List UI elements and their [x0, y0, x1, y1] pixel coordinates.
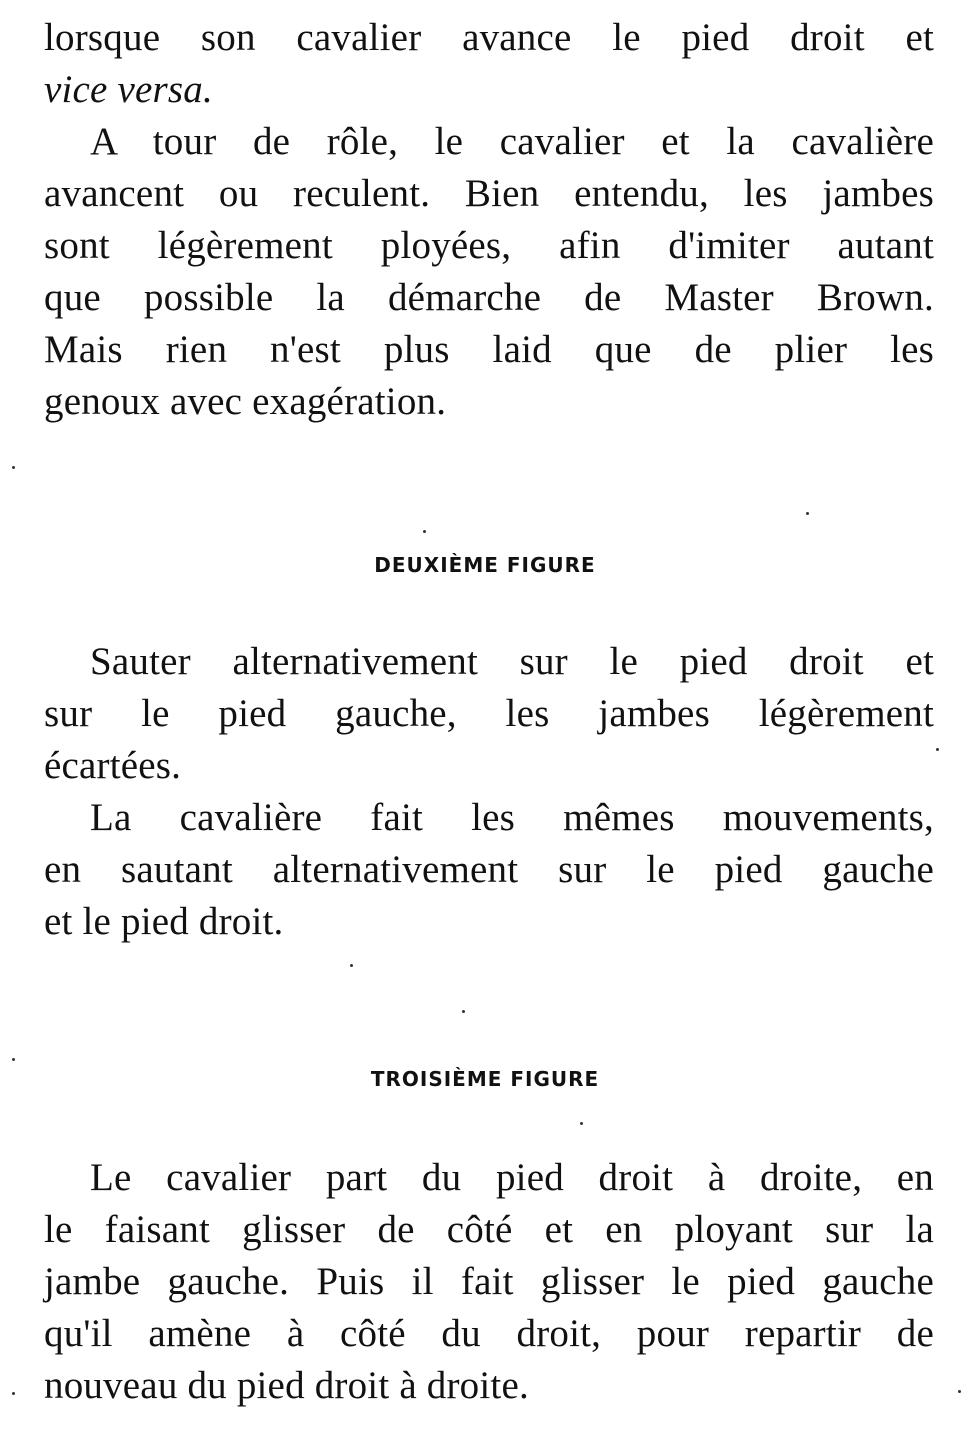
text-line: écartées. [44, 744, 182, 787]
scan-speck [462, 1010, 465, 1013]
scan-speck [580, 1122, 583, 1125]
scan-speck [806, 512, 809, 515]
scan-speck [958, 1390, 961, 1393]
text-line: La cavalière fait les mêmes mouvements, [90, 796, 934, 839]
text-line: sont légèrement ployées, afin d'imiter autant [44, 224, 934, 267]
text-line: genoux avec exagération. [44, 380, 447, 423]
scan-speck [12, 1392, 15, 1395]
section-heading: DEUXIÈME FIGURE [374, 553, 596, 577]
text-line: Mais rien n'est plus laid que de plier les [44, 328, 934, 371]
text-line: en sautant alternativement sur le pied gauche [44, 848, 934, 891]
text-line: lorsque son cavalier avance le pied droit et [44, 16, 934, 59]
text-line: Le cavalier part du pied droit à droite, en [90, 1156, 934, 1199]
text-line: le faisant glisser de côté et en ployant sur la [44, 1208, 934, 1251]
text-line: et le pied droit. [44, 900, 284, 943]
text-line: vice versa. [44, 68, 213, 111]
text-line: que possible la démarche de Master Brown. [44, 276, 934, 319]
section-heading: TROISIÈME FIGURE [370, 1067, 600, 1091]
scan-speck [12, 466, 15, 469]
scan-speck [936, 748, 939, 751]
scan-speck [423, 530, 426, 533]
text-line: nouveau du pied droit à droite. [44, 1364, 529, 1407]
text-line: jambe gauche. Puis il fait glisser le pied gauche [44, 1260, 934, 1303]
text-line: avancent ou reculent. Bien entendu, les jambes [44, 172, 934, 215]
text-line: qu'il amène à côté du droit, pour repartir de [44, 1312, 934, 1355]
text-line: sur le pied gauche, les jambes légèrement [44, 692, 934, 735]
scan-speck [12, 1058, 15, 1061]
scan-speck [350, 964, 353, 967]
text-line: Sauter alternativement sur le pied droit et [90, 640, 934, 683]
text-line: A tour de rôle, le cavalier et la cavalière [90, 120, 934, 163]
